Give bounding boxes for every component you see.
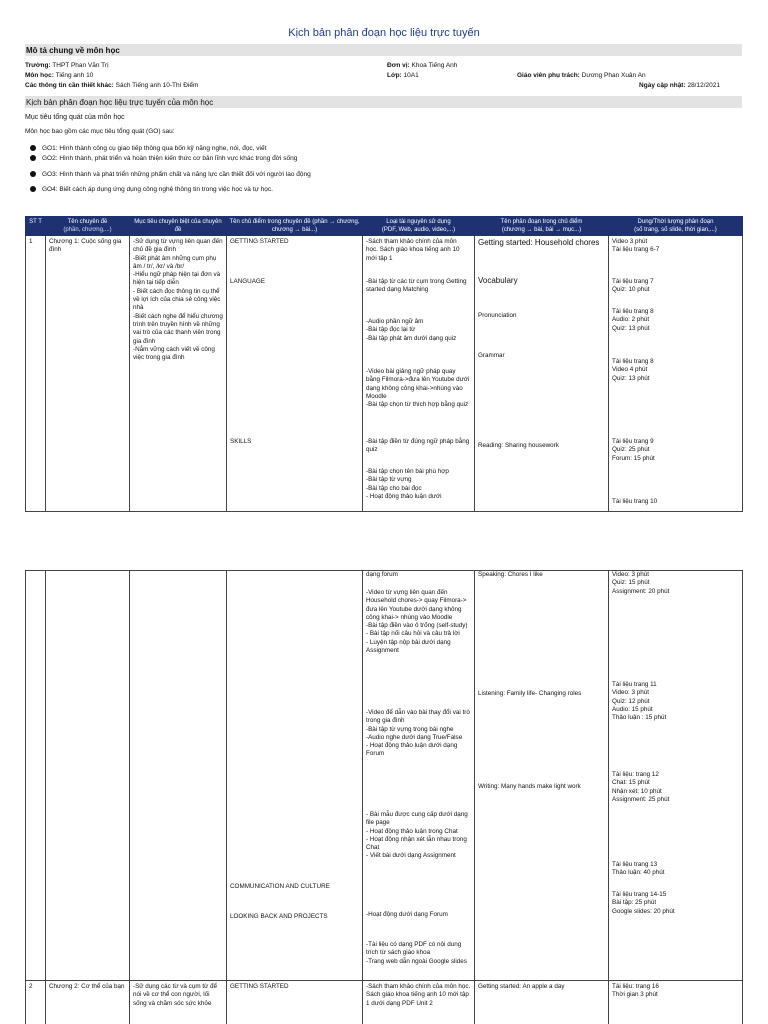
duration-text: Tài liệu: trang 12 Chat: 15 phút Nhận xét: 10 phút Assignment: 25 phút bbox=[612, 771, 670, 803]
cell-topics: GETTING STARTED bbox=[227, 981, 363, 1024]
cell-chapter bbox=[46, 571, 130, 981]
cell-objectives: -Sử dụng từ vựng liên quan đến chủ đề gia đình -Biết phát âm những cụm phụ âm / tr/, /kr/ và /br/ -Hiểu ngữ pháp hiện tại đơn và hiện tại tiếp diễn - Biết cách đọc thông tin cụ thể về lợi ích của chia sẻ công việc nhà -Biết cách nghe để hiểu chương trình trên truyền hình về những vai trò của các thanh viên trong gia đình -Nắm vững cách viết về công việc trong gia đình bbox=[130, 236, 227, 512]
resource-text: -Sách tham khảo chính của môn học. Sách giáo khoa tiếng anh 10 mới tập 1 bbox=[366, 238, 460, 262]
header-topics: Tên chủ điểm trong chuyên đề (phần → chương, chương → bài...) bbox=[227, 217, 363, 236]
duration-text: Tài liệu trang 14-15 Bài tập: 25 phút Google slides: 20 phút bbox=[612, 891, 675, 915]
subject-value: Tiếng anh 10 bbox=[55, 72, 94, 79]
section-segment-script: Kịch bản phân đoạn học liệu trực tuyến của môn học bbox=[25, 96, 742, 108]
class-label: Lớp: bbox=[387, 72, 402, 79]
segment-title: Speaking: Chores I like bbox=[478, 571, 543, 578]
bullet-icon bbox=[30, 186, 36, 192]
header-stt: ST T bbox=[26, 217, 46, 236]
cell-durations: Tài liệu: trang 16 Thời gian 3 phút bbox=[609, 981, 743, 1024]
page-2 bbox=[0, 560, 768, 1024]
resource-text: -Video từ vựng liên quan đến Household chores-> quay Filmora-> đưa lên Youtube dưới dạng không công khai-> nhúng vào Moodle -Bài tập điền vào ô trống (self-study) - Bài tập nối câu hỏi và câu trả lời - Luyện tập nộp bài dưới dạng Assignment bbox=[366, 589, 468, 655]
cell-objectives: -Sử dụng các từ và cụm từ để nói về cơ thể con người, lối sống và chăm sóc sức khỏe bbox=[130, 981, 227, 1024]
class-value: 10A1 bbox=[403, 72, 419, 79]
bullet-icon bbox=[30, 145, 36, 151]
subject-label: Môn học: bbox=[25, 72, 54, 79]
segment-table-continued bbox=[25, 570, 743, 1024]
unit-value: Khoa Tiếng Anh bbox=[411, 62, 458, 69]
school-line bbox=[25, 62, 109, 69]
resource-text: -Audio phần ngữ âm -Bài tập đọc lại từ -Bài tập phát âm dưới dạng quiz bbox=[366, 318, 457, 342]
topic-label: COMMUNICATION AND CULTURE bbox=[230, 883, 330, 890]
duration-text: Tài liệu trang 9 Quiz: 25 phút Forum: 15 phút bbox=[612, 438, 655, 462]
duration-text: Tài liệu trang 10 bbox=[612, 498, 658, 505]
goal-item bbox=[42, 145, 266, 152]
teacher-line bbox=[517, 72, 646, 79]
header-durations: Dung/Thời lượng phân đoạn (số trang, số slide, thời gian,...) bbox=[609, 217, 743, 236]
goal-text: GO3: Hình thành và phát triển những phẩm chất và năng lực cần thiết đối với người lao động bbox=[42, 171, 311, 178]
duration-text: Tài liệu trang 8 Audio: 2 phút Quiz: 13 phút bbox=[612, 308, 654, 332]
cell-chapter: Chương 1: Cuộc sống gia đình bbox=[46, 236, 130, 512]
duration-text: Tài liệu trang 8 Video 4 phút Quiz: 13 phút bbox=[612, 358, 654, 382]
resource-text: dạng forum bbox=[366, 571, 398, 578]
duration-text: Video: 3 phút Quiz: 15 phút Assignment: 20 phút bbox=[612, 571, 670, 595]
section-general-info: Mô tả chung về môn học bbox=[25, 44, 742, 56]
cell-stt: 1 bbox=[26, 236, 46, 512]
subject-line bbox=[25, 72, 93, 79]
cell-stt bbox=[26, 571, 46, 981]
goals-intro: Môn học bao gồm các mục tiêu tổng quát (GO) sau: bbox=[25, 128, 175, 135]
goals-heading: Mục tiêu tổng quát của môn học bbox=[25, 114, 125, 121]
updated-line bbox=[639, 82, 720, 89]
topic-label: LOOKING BACK AND PROJECTS bbox=[230, 913, 328, 920]
duration-text: Tài liệu trang 13 Thảo luận: 40 phút bbox=[612, 861, 665, 877]
duration-text: Video 3 phút Tài liệu trang 6-7 bbox=[612, 238, 660, 254]
updated-label: Ngày cập nhật: bbox=[639, 82, 686, 89]
unit-line bbox=[387, 62, 457, 69]
cell-segments bbox=[475, 236, 609, 512]
resource-text: -Video để dẫn vào bài thay đổi vai trò trong gia đình -Bài tập từ vựng trong bài nghe -Audio nghe dưới dạng True/False - Hoạt động thảo luận dưới dạng Forum bbox=[366, 709, 470, 758]
segment-title: Listening: Family life- Changing roles bbox=[478, 690, 582, 697]
resource-text: -Hoạt động dưới dạng Forum bbox=[366, 911, 448, 918]
header-chapter: Tên chuyên đề (phần, chương,...) bbox=[46, 217, 130, 236]
school-value: THPT Phan Văn Trị bbox=[52, 62, 109, 69]
segment-title: Writing: Many hands make light work bbox=[478, 783, 581, 790]
updated-value: 28/12/2021 bbox=[687, 82, 720, 89]
header-segments: Tên phân đoạn trong chủ điểm (chương → bài, bài → mục...) bbox=[475, 217, 609, 236]
unit-label: Đơn vị: bbox=[387, 62, 410, 69]
segment-title: Vocabulary bbox=[478, 276, 518, 285]
goal-text: GO1: Hình thành công cụ giao tiếp thông qua bốn kỹ năng nghe, nói, đọc, viết bbox=[42, 145, 267, 152]
cell-topics bbox=[227, 236, 363, 512]
goal-text: GO2: Hình thành, phát triển và hoàn thiện kiến thức cơ bản lĩnh vực khác trong đời sống bbox=[42, 155, 298, 162]
resource-text: -Bài tập chọn tên bài phù hợp -Bài tập từ vựng -Bài tập cho bài đọc - Hoạt động thảo luận dưới bbox=[366, 468, 449, 500]
cell-topics bbox=[227, 571, 363, 981]
cell-durations bbox=[609, 236, 743, 512]
segment-title: Reading: Sharing housework bbox=[478, 442, 559, 449]
cell-chapter: Chương 2: Cơ thể của bạn bbox=[46, 981, 130, 1024]
table-header-row bbox=[26, 217, 743, 236]
extra-value: Sách Tiếng anh 10-Thí Điểm bbox=[115, 82, 199, 89]
header-resources: Loại tài nguyên sử dụng (PDF, Web, audio, video,...) bbox=[363, 217, 475, 236]
resource-text: - Bài mẫu được cung cấp dưới dạng file page - Hoạt động thảo luận trong Chat - Hoạt động nhận xét lẫn nhau trong Chat - Viết bài dưới dạng Assignment bbox=[366, 811, 468, 860]
resource-text: -Bài tập từ các từ cụm trong Getting started dạng Matching bbox=[366, 278, 467, 294]
extra-info-line bbox=[25, 82, 198, 89]
duration-text: Tài liệu trang 11 Video: 3 phút Quiz: 12 phút Audio: 15 phút Thảo luận : 15 phút bbox=[612, 681, 667, 722]
goal-item bbox=[42, 155, 297, 162]
resource-text: -Video bài giảng ngữ pháp quay bằng Filmora->đưa lên Youtube dưới dạng không công khai->nhúng vào Moodle -Bài tập chọn từ thích hợp bằng quiz bbox=[366, 368, 470, 409]
goal-item bbox=[42, 171, 311, 178]
topic-label: SKILLS bbox=[230, 438, 252, 445]
cell-stt: 2 bbox=[26, 981, 46, 1024]
cell-segments: Getting started: An apple a day bbox=[475, 981, 609, 1024]
segment-title: Grammar bbox=[478, 352, 505, 359]
teacher-value: Dương Phan Xuân An bbox=[581, 72, 646, 79]
cell-resources bbox=[363, 571, 475, 981]
resource-text: -Bài tập điền từ đúng ngữ pháp bằng quiz bbox=[366, 438, 470, 454]
cell-resources: -Sách tham khảo chính của môn học. Sách giáo khoa tiếng anh 10 mới tập 1 dưới dạng PDF Unit 2 bbox=[363, 981, 475, 1024]
bullet-icon bbox=[30, 155, 36, 161]
cell-segments bbox=[475, 571, 609, 981]
table-row bbox=[26, 571, 743, 981]
school-label: Trường: bbox=[25, 62, 51, 69]
topic-label: LANGUAGE bbox=[230, 278, 265, 285]
goal-text: GO4: Biết cách áp dụng ứng dụng công nghệ thông tin trong việc học và tự học. bbox=[42, 186, 273, 193]
table-row bbox=[26, 981, 743, 1024]
duration-text: Tài liệu trang 7 Quiz: 10 phút bbox=[612, 278, 654, 294]
table-row bbox=[26, 236, 743, 512]
cell-durations bbox=[609, 571, 743, 981]
goal-item bbox=[42, 186, 273, 193]
topic-label: GETTING STARTED bbox=[230, 238, 289, 245]
segment-table bbox=[25, 216, 743, 512]
extra-label: Các thông tin cần thiết khác: bbox=[25, 82, 114, 89]
segment-title: Pronunciation bbox=[478, 312, 517, 319]
teacher-label: Giáo viên phụ trách: bbox=[517, 72, 580, 79]
cell-resources bbox=[363, 236, 475, 512]
cell-objectives bbox=[130, 571, 227, 981]
segment-title: Getting started: Household chores bbox=[478, 238, 600, 247]
bullet-icon bbox=[30, 171, 36, 177]
resource-text: -Tài liệu có dạng PDF có nội dung trích từ sách giáo khoa -Trang web dẫn ngoài Google slides bbox=[366, 941, 467, 965]
header-objectives: Mục tiêu chuyên biệt của chuyên đề bbox=[130, 217, 227, 236]
page-title: Kịch bản phân đoạn học liệu trực tuyến bbox=[288, 27, 480, 39]
class-line bbox=[387, 72, 419, 79]
